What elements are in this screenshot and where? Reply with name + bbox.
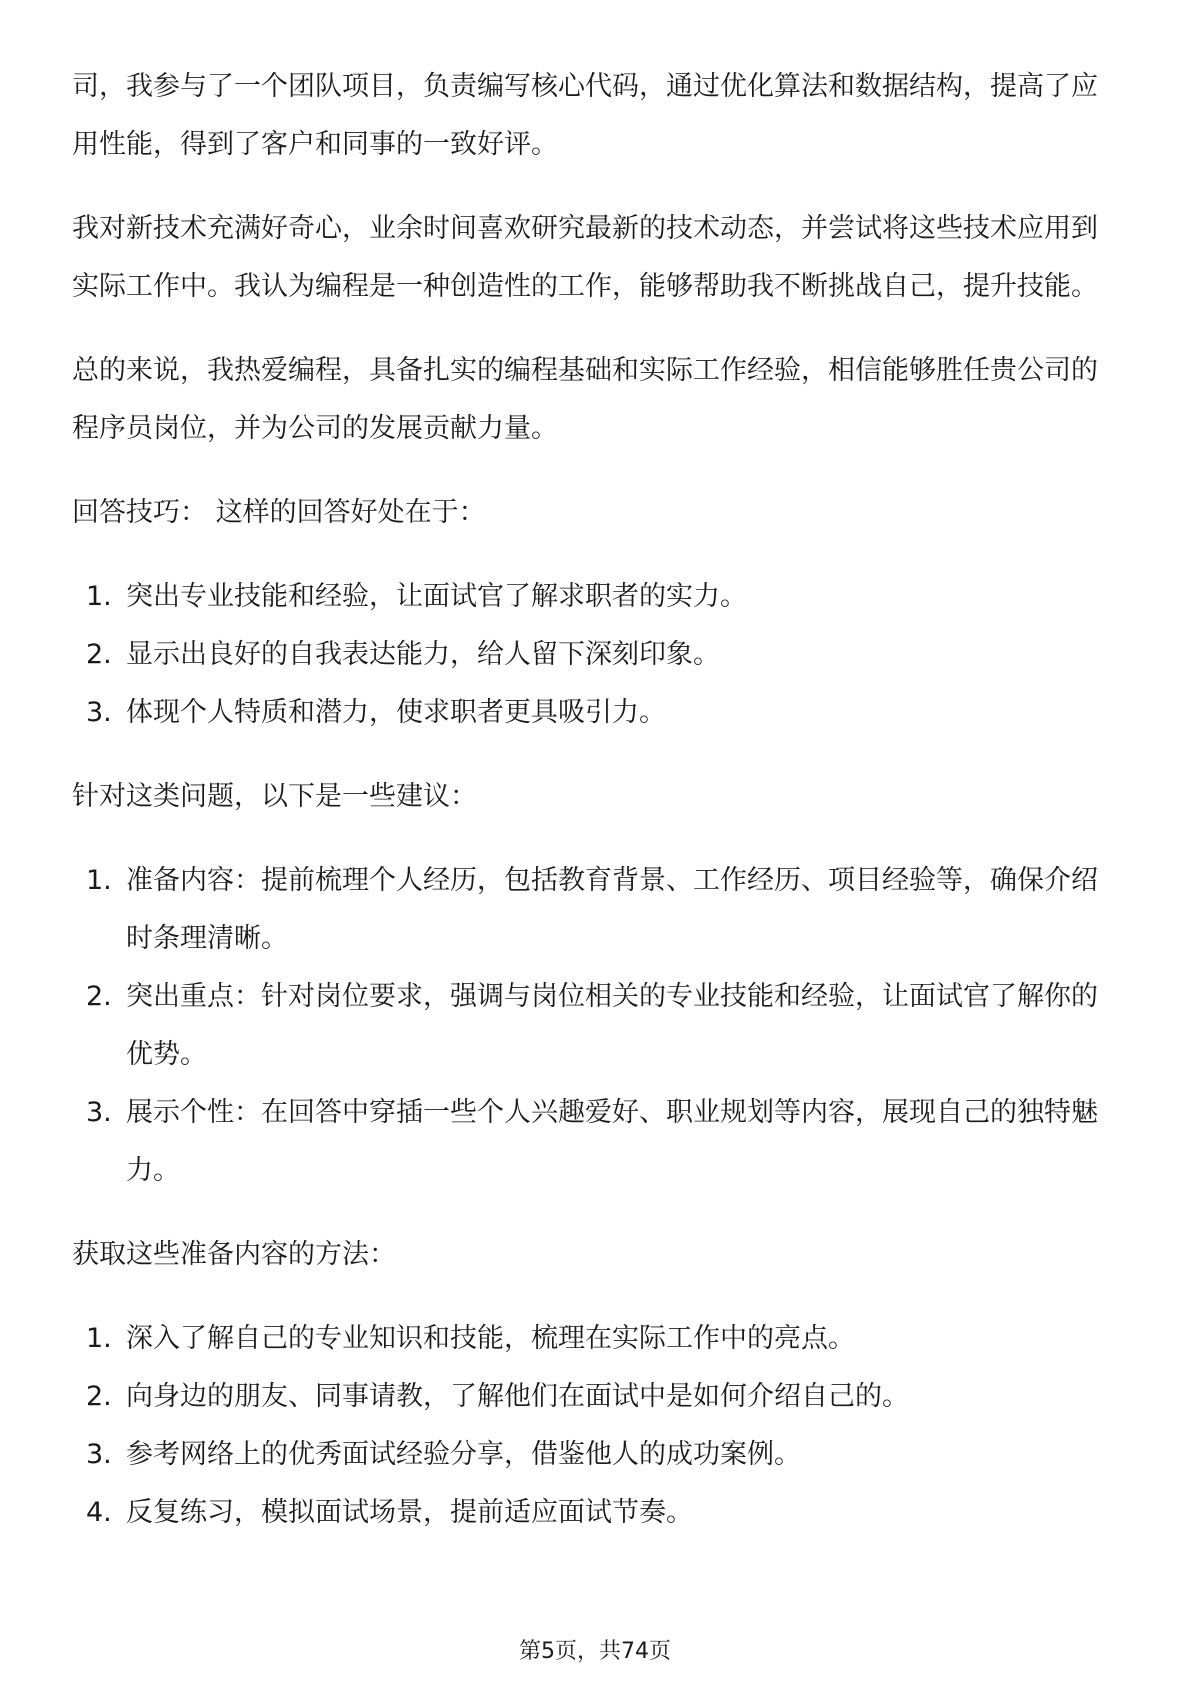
list-item	[72, 968, 1122, 1084]
list-text: 突出专业技能和经验，让面试官了解求职者的实力。	[126, 581, 747, 612]
list-text: 展示个性：在回答中穿插一些个人兴趣爱好、职业规划等内容，展现自己的独特魅力。	[126, 1097, 1098, 1186]
tips-heading: 回答技巧： 这样的回答好处在于：	[72, 497, 486, 528]
suggestions-list	[72, 852, 1122, 1200]
list-item	[72, 684, 1122, 742]
list-number: 2.	[86, 981, 112, 1012]
list-number: 2.	[86, 639, 112, 670]
list-text: 显示出良好的自我表达能力，给人留下深刻印象。	[126, 639, 720, 670]
list-item	[72, 1310, 1122, 1368]
list-item	[72, 568, 1122, 626]
list-number: 4.	[86, 1497, 112, 1528]
list-number: 3.	[86, 1439, 112, 1470]
methods-heading: 获取这些准备内容的方法：	[72, 1239, 396, 1270]
list-number: 2.	[86, 1381, 112, 1412]
list-text: 准备内容：提前梳理个人经历，包括教育背景、工作经历、项目经验等，确保介绍时条理清晰。	[126, 865, 1098, 954]
list-number: 3.	[86, 697, 112, 728]
list-item	[72, 1084, 1122, 1200]
list-number: 1.	[86, 865, 112, 896]
list-item	[72, 626, 1122, 684]
list-number: 3.	[86, 1097, 112, 1128]
list-item	[72, 852, 1122, 968]
list-text: 突出重点：针对岗位要求，强调与岗位相关的专业技能和经验，让面试官了解你的优势。	[126, 981, 1098, 1070]
list-item	[72, 1426, 1122, 1484]
list-text: 深入了解自己的专业知识和技能，梳理在实际工作中的亮点。	[126, 1323, 855, 1354]
paragraph: 我对新技术充满好奇心，业余时间喜欢研究最新的技术动态，并尝试将这些技术应用到实际工作中。我认为编程是一种创造性的工作，能够帮助我不断挑战自己，提升技能。	[72, 213, 1098, 302]
page-content	[72, 58, 1122, 1568]
suggestions-heading: 针对这类问题，以下是一些建议：	[72, 781, 477, 812]
paragraph: 司，我参与了一个团队项目，负责编写核心代码，通过优化算法和数据结构，提高了应用性能，得到了客户和同事的一致好评。	[72, 71, 1098, 160]
list-number: 1.	[86, 1323, 112, 1354]
methods-list	[72, 1310, 1122, 1542]
list-number: 1.	[86, 581, 112, 612]
page-footer: 第5页，共74页	[519, 1639, 671, 1664]
paragraph: 总的来说，我热爱编程，具备扎实的编程基础和实际工作经验，相信能够胜任贵公司的程序员岗位，并为公司的发展贡献力量。	[72, 355, 1098, 444]
list-item	[72, 1368, 1122, 1426]
list-text: 反复练习，模拟面试场景，提前适应面试节奏。	[126, 1497, 693, 1528]
list-item	[72, 1484, 1122, 1542]
list-text: 向身边的朋友、同事请教，了解他们在面试中是如何介绍自己的。	[126, 1381, 909, 1412]
tips-list	[72, 568, 1122, 742]
list-text: 体现个人特质和潜力，使求职者更具吸引力。	[126, 697, 666, 728]
list-text: 参考网络上的优秀面试经验分享，借鉴他人的成功案例。	[126, 1439, 801, 1470]
